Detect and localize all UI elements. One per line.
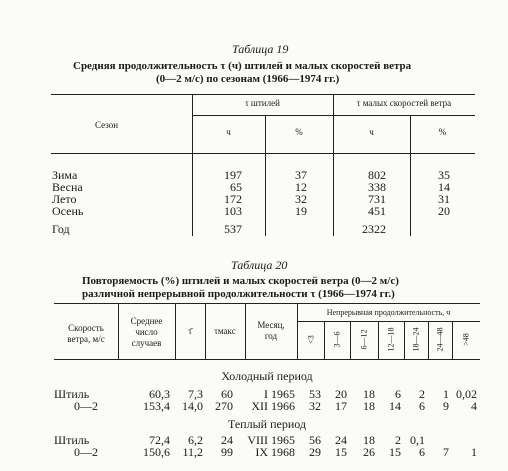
table20-col-avg: Среднее <box>130 316 163 326</box>
avg-cases: 150,6 <box>143 445 170 459</box>
tau-max: 24 <box>221 433 233 447</box>
table19-caption: Таблица 19 <box>232 42 289 56</box>
duration-value: 6 <box>419 445 425 459</box>
month-year: XII 1966 <box>251 399 295 413</box>
table20-col-speed: Скорость <box>68 323 104 333</box>
duration-value: 0,1 <box>410 433 425 447</box>
calm-percent: 12 <box>295 180 307 194</box>
low-percent: 20 <box>438 204 450 218</box>
table20-divider <box>428 321 429 359</box>
low-hours: 2322 <box>362 222 386 236</box>
table20-divider <box>378 321 379 359</box>
duration-value: 14 <box>389 399 401 413</box>
table20-divider <box>350 321 351 359</box>
duration-value: 4 <box>471 399 477 413</box>
low-percent: 14 <box>438 180 450 194</box>
duration-value: 7 <box>443 445 449 459</box>
table20-col-month: Месяц, <box>257 320 285 330</box>
table20-header-rule <box>54 359 480 360</box>
duration-value: 20 <box>335 387 347 401</box>
speed-label: Штиль <box>54 433 90 447</box>
duration-value: 2 <box>419 387 425 401</box>
duration-value: 15 <box>389 445 401 459</box>
duration-value: 17 <box>335 399 347 413</box>
table19-col-calm: τ штилей <box>245 98 280 108</box>
duration-range-header: 12—18 <box>386 327 396 352</box>
table20-col-month: год <box>264 331 278 341</box>
tau-max: 99 <box>221 445 233 459</box>
table19-col-season: Сезон <box>95 120 119 130</box>
duration-range-header: 3—6 <box>332 331 342 348</box>
calm-percent: 19 <box>295 204 307 218</box>
season-label: Зима <box>52 168 78 182</box>
table20-col-tmax: τмакс <box>214 326 236 336</box>
calm-hours: 65 <box>230 180 242 194</box>
tau-max: 270 <box>215 399 233 413</box>
duration-value: 24 <box>335 433 347 447</box>
tau-mean: 6,2 <box>188 433 203 447</box>
low-percent: 31 <box>438 192 450 206</box>
tau-mean: 7,3 <box>188 387 203 401</box>
table20-divider <box>324 321 325 359</box>
duration-value: 1 <box>471 445 477 459</box>
table19-header-rule <box>51 153 475 154</box>
low-percent: 35 <box>438 168 450 182</box>
low-hours: 802 <box>368 168 386 182</box>
table20-title-line1: Повторяемость (%) штилей и малых скоростей ветра (0—2 м/с) <box>82 275 399 287</box>
season-label: Год <box>52 222 70 236</box>
duration-value: 18 <box>363 433 375 447</box>
table20-col-tau: τ̄ <box>188 326 192 336</box>
month-year: IX 1968 <box>255 445 295 459</box>
table19-unit-pct: % <box>438 127 447 137</box>
table20-col-avg: случаев <box>131 338 162 348</box>
season-label: Весна <box>52 180 83 194</box>
calm-hours: 103 <box>224 204 242 218</box>
low-hours: 731 <box>368 192 386 206</box>
duration-value: 0,02 <box>456 387 477 401</box>
table19-title-line1: Средняя продолжительность τ (ч) штилей и малых скоростей ветра <box>73 60 412 72</box>
duration-value: 15 <box>335 445 347 459</box>
table19-unit-pct: % <box>295 127 303 137</box>
table19-unit-h: ч <box>369 127 374 137</box>
table20-section-cold: Холодный период <box>221 369 313 383</box>
tau-max: 60 <box>221 387 233 401</box>
table20-col-speed: ветра, м/с <box>67 334 105 344</box>
table19-unit-h: ч <box>226 127 231 137</box>
duration-value: 2 <box>395 433 401 447</box>
calm-percent: 32 <box>295 192 307 206</box>
duration-value: 9 <box>443 399 449 413</box>
duration-value: 32 <box>309 399 321 413</box>
tau-mean: 11,2 <box>182 445 203 459</box>
duration-value: 18 <box>363 387 375 401</box>
low-hours: 451 <box>368 204 386 218</box>
month-year: VIII 1965 <box>247 433 295 447</box>
table20-divider <box>452 321 453 359</box>
calm-hours: 197 <box>224 168 242 182</box>
avg-cases: 60,3 <box>149 387 170 401</box>
duration-value: 18 <box>363 399 375 413</box>
avg-cases: 153,4 <box>143 399 170 413</box>
calm-percent: 37 <box>295 168 307 182</box>
season-label: Лето <box>52 192 77 206</box>
table20-col-avg: число <box>135 327 158 337</box>
speed-label: Штиль <box>54 387 90 401</box>
duration-range-header: 18—24 <box>411 327 421 352</box>
duration-range-header: 6—12 <box>359 329 369 350</box>
table20-divider <box>404 321 405 359</box>
tau-mean: 14,0 <box>182 399 203 413</box>
table20-caption: Таблица 20 <box>231 258 288 272</box>
month-year: I 1965 <box>264 387 295 401</box>
table19-title-line2: (0—2 м/с) по сезонам (1966—1974 гг.) <box>156 73 340 85</box>
calm-hours: 172 <box>224 192 242 206</box>
duration-value: 1 <box>443 387 449 401</box>
duration-value: 29 <box>309 445 321 459</box>
calm-hours: 537 <box>224 222 242 236</box>
speed-label: 0—2 <box>74 399 98 413</box>
speed-label: 0—2 <box>74 445 98 459</box>
duration-value: 56 <box>309 433 321 447</box>
duration-range-header: 24—48 <box>435 327 445 352</box>
table20-section-warm: Теплый период <box>227 417 307 431</box>
low-hours: 338 <box>368 180 386 194</box>
duration-value: 6 <box>419 399 425 413</box>
table19-top-rule <box>51 94 475 95</box>
duration-value: 53 <box>309 387 321 401</box>
table20-title-line2: различной непрерывной продолжительности τ (1966—1974 гг.) <box>82 288 395 300</box>
table20-col-duration: Непрерывная продолжительность, ч <box>326 308 451 317</box>
table19-col-low: τ малых скоростей ветра <box>356 98 452 108</box>
duration-range-header: <3 <box>306 335 315 344</box>
duration-range-header: >48 <box>461 333 471 346</box>
avg-cases: 72,4 <box>149 433 170 447</box>
duration-value: 6 <box>395 387 401 401</box>
duration-value: 26 <box>363 445 375 459</box>
season-label: Осень <box>52 204 84 218</box>
